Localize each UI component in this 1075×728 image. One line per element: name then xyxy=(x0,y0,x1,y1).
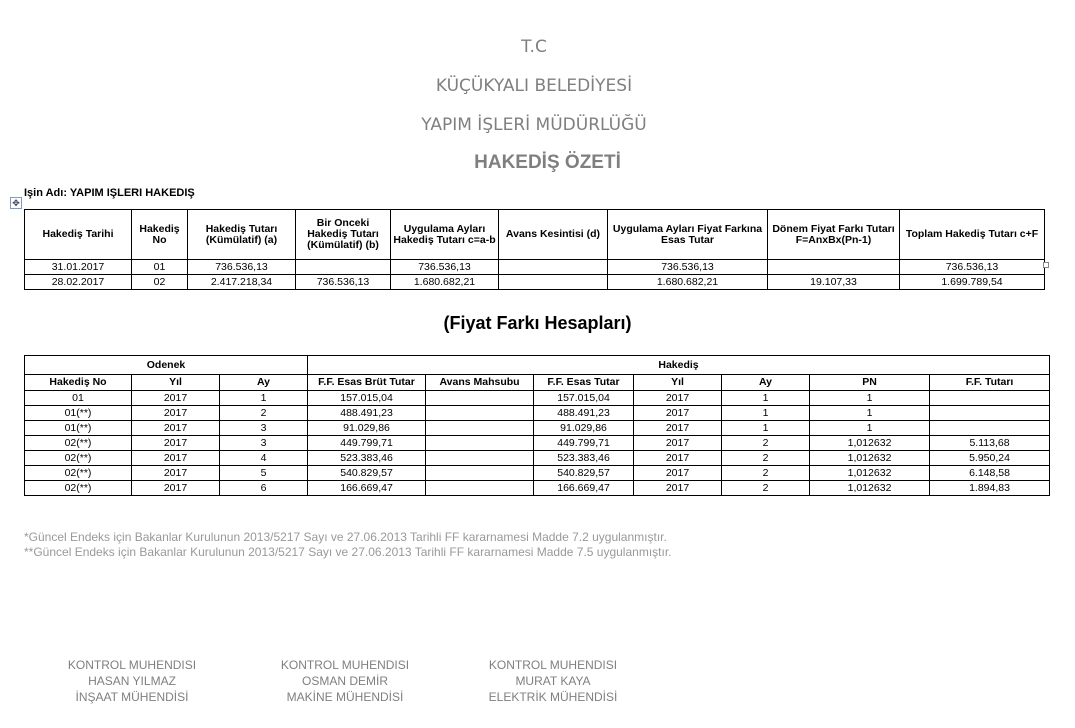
pricediff-col-header: F.F. Esas Tutar xyxy=(534,375,634,391)
table-row xyxy=(25,421,1050,436)
table-row xyxy=(25,260,1045,275)
pricediff-col-header: PN xyxy=(810,375,930,391)
table-cell: 2 xyxy=(220,406,308,421)
group-header-row xyxy=(25,356,1050,375)
table-cell: 1 xyxy=(220,391,308,406)
group-header-hakedis: Hakediş xyxy=(308,356,1050,375)
table-cell: 157.015,04 xyxy=(308,391,426,406)
job-name-value: YAPIM IŞLERI HAKEDIŞ xyxy=(69,187,195,199)
table-cell: 1.680.682,21 xyxy=(608,275,768,290)
signature-role: KONTROL MUHENDISI xyxy=(280,658,410,672)
table-cell: 1,012632 xyxy=(810,436,930,451)
table-cell xyxy=(499,260,608,275)
table-cell: 02(**) xyxy=(25,451,132,466)
table-cell: 02(**) xyxy=(25,466,132,481)
pricediff-header-row xyxy=(25,375,1050,391)
summary-col-header: Hakediş Tarihi xyxy=(25,210,132,260)
table-cell: 91.029,86 xyxy=(534,421,634,436)
table-cell: 4 xyxy=(220,451,308,466)
table-cell: 2017 xyxy=(634,436,722,451)
pricediff-col-header: Yıl xyxy=(132,375,220,391)
table-cell: 2017 xyxy=(634,421,722,436)
table-cell: 2017 xyxy=(132,436,220,451)
signature-title: ELEKTRİK MÜHENDİSİ xyxy=(488,690,618,704)
table-cell: 02(**) xyxy=(25,481,132,496)
table-cell: 2 xyxy=(722,451,810,466)
table-cell: 6 xyxy=(220,481,308,496)
table-cell: 1 xyxy=(722,391,810,406)
table-cell: 2017 xyxy=(132,466,220,481)
table-row xyxy=(25,275,1045,290)
signature-role: KONTROL MUHENDISI xyxy=(67,658,197,672)
table-cell: 1.699.789,54 xyxy=(900,275,1045,290)
table-cell: 2017 xyxy=(634,466,722,481)
table-cell xyxy=(426,466,534,481)
signature-block xyxy=(47,657,217,705)
table-cell: 2017 xyxy=(634,481,722,496)
table-cell: 91.029,86 xyxy=(308,421,426,436)
table-cell: 488.491,23 xyxy=(534,406,634,421)
table-cell xyxy=(930,421,1050,436)
table-cell: 736.536,13 xyxy=(391,260,499,275)
table-cell: 01(**) xyxy=(25,421,132,436)
table-cell: 5.950,24 xyxy=(930,451,1050,466)
table-cell: 449.799,71 xyxy=(308,436,426,451)
table-cell: 02(**) xyxy=(25,436,132,451)
price-difference-table xyxy=(24,355,1050,496)
table-row xyxy=(25,436,1050,451)
table-cell xyxy=(930,406,1050,421)
signature-title: MAKİNE MÜHENDİSİ xyxy=(286,690,404,704)
table-cell: 523.383,46 xyxy=(308,451,426,466)
table-cell: 2017 xyxy=(634,451,722,466)
pricediff-col-header: Hakediş No xyxy=(25,375,132,391)
table-cell: 19.107,33 xyxy=(768,275,900,290)
summary-col-header: Hakediş No xyxy=(132,210,188,260)
table-cell: 3 xyxy=(220,436,308,451)
summary-col-header: Hakediş Tutarı (Kümülatif) (a) xyxy=(188,210,296,260)
table-row xyxy=(25,451,1050,466)
table-cell: 2 xyxy=(722,466,810,481)
signature-title: İNŞAAT MÜHENDİSİ xyxy=(75,690,189,704)
table-row xyxy=(25,391,1050,406)
table-cell xyxy=(296,260,391,275)
table-cell: 540.829,57 xyxy=(308,466,426,481)
table-cell xyxy=(426,436,534,451)
table-cell: 1 xyxy=(722,406,810,421)
pricediff-col-header: Avans Mahsubu xyxy=(426,375,534,391)
table-cell: 5.113,68 xyxy=(930,436,1050,451)
table-cell: 2017 xyxy=(634,406,722,421)
table-cell: 5 xyxy=(220,466,308,481)
group-header-odenek: Odenek xyxy=(25,356,308,375)
table-cell xyxy=(426,481,534,496)
signature-name: OSMAN DEMİR xyxy=(301,674,388,688)
table-cell: 540.829,57 xyxy=(534,466,634,481)
table-cell: 488.491,23 xyxy=(308,406,426,421)
summary-col-header: Avans Kesintisi (d) xyxy=(499,210,608,260)
signature-role: KONTROL MUHENDISI xyxy=(488,658,618,672)
header-municipality: KÜÇÜKYALI BELEDİYESİ xyxy=(435,76,633,96)
header-directorate: YAPIM İŞLERİ MÜDÜRLÜĞÜ xyxy=(421,115,647,135)
table-cell: 2017 xyxy=(132,451,220,466)
signature-block xyxy=(260,657,430,705)
signature-block xyxy=(468,657,638,705)
table-cell: 1.894,83 xyxy=(930,481,1050,496)
table-cell: 736.536,13 xyxy=(608,260,768,275)
table-cell: 1 xyxy=(810,406,930,421)
table-cell: 2017 xyxy=(132,481,220,496)
section-title: (Fiyat Farkı Hesapları) xyxy=(443,313,632,333)
table-cell: 2 xyxy=(722,436,810,451)
table-cell: 166.669,47 xyxy=(534,481,634,496)
pricediff-col-header: Ay xyxy=(722,375,810,391)
table-cell: 736.536,13 xyxy=(296,275,391,290)
table-cell xyxy=(426,451,534,466)
summary-col-header: Toplam Hakediş Tutarı c+F xyxy=(900,210,1045,260)
table-cell: 523.383,46 xyxy=(534,451,634,466)
table-cell: 2017 xyxy=(132,406,220,421)
table-row xyxy=(25,466,1050,481)
table-cell: 2017 xyxy=(634,391,722,406)
pricediff-col-header: Yıl xyxy=(634,375,722,391)
table-cell: 01(**) xyxy=(25,406,132,421)
table-cell xyxy=(426,421,534,436)
summary-header-row xyxy=(25,210,1045,260)
table-cell xyxy=(768,260,900,275)
table-cell xyxy=(930,391,1050,406)
table-row xyxy=(25,406,1050,421)
summary-col-header: Bir Onceki Hakediş Tutarı (Kümülatif) (b) xyxy=(296,210,391,260)
signature-name: MURAT KAYA xyxy=(515,674,591,688)
table-resize-handle[interactable] xyxy=(1043,262,1049,268)
table-cell: 1 xyxy=(810,421,930,436)
pricediff-col-header: Ay xyxy=(220,375,308,391)
header-tc: T.C xyxy=(521,37,547,57)
table-cell xyxy=(426,391,534,406)
page-title: HAKEDİŞ ÖZETİ xyxy=(474,152,621,173)
table-cell: 28.02.2017 xyxy=(25,275,132,290)
summary-col-header: Uygulama Ayları Hakediş Tutarı c=a-b xyxy=(391,210,499,260)
table-cell: 1.680.682,21 xyxy=(391,275,499,290)
table-cell: 01 xyxy=(132,260,188,275)
table-cell: 1 xyxy=(810,391,930,406)
job-name xyxy=(24,187,195,199)
job-name-label: Işin Adı: xyxy=(24,187,67,199)
table-cell: 2017 xyxy=(132,421,220,436)
signature-name: HASAN YILMAZ xyxy=(88,674,176,688)
summary-col-header: Uygulama Ayları Fiyat Farkına Esas Tutar xyxy=(608,210,768,260)
table-cell: 1,012632 xyxy=(810,481,930,496)
table-cell: 736.536,13 xyxy=(188,260,296,275)
table-cell xyxy=(426,406,534,421)
footnote-7-2: *Güncel Endeks için Bakanlar Kurulunun 2013/5217 Sayı ve 27.06.2013 Tarihli FF kararnamesi Madde 7.2 uygulanmıştır. xyxy=(24,530,667,544)
table-cell: 3 xyxy=(220,421,308,436)
table-cell: 2.417.218,34 xyxy=(188,275,296,290)
pricediff-col-header: F.F. Tutarı xyxy=(930,375,1050,391)
table-cell: 166.669,47 xyxy=(308,481,426,496)
table-cell: 449.799,71 xyxy=(534,436,634,451)
table-move-handle-icon[interactable]: ✥ xyxy=(10,197,22,209)
table-cell: 02 xyxy=(132,275,188,290)
pricediff-col-header: F.F. Esas Brüt Tutar xyxy=(308,375,426,391)
table-cell: 2 xyxy=(722,481,810,496)
table-cell: 157.015,04 xyxy=(534,391,634,406)
table-cell: 6.148,58 xyxy=(930,466,1050,481)
table-cell: 1 xyxy=(722,421,810,436)
summary-col-header: Dönem Fiyat Farkı Tutarı F=AnxBx(Pn-1) xyxy=(768,210,900,260)
table-cell: 01 xyxy=(25,391,132,406)
footnote-7-5: **Güncel Endeks için Bakanlar Kurulunun 2013/5217 Sayı ve 27.06.2013 Tarihli FF kararnamesi Madde 7.5 uygulanmıştır. xyxy=(24,545,672,559)
table-row xyxy=(25,481,1050,496)
table-cell: 1,012632 xyxy=(810,451,930,466)
table-cell: 31.01.2017 xyxy=(25,260,132,275)
summary-table xyxy=(24,209,1045,290)
table-cell: 1,012632 xyxy=(810,466,930,481)
table-cell: 736.536,13 xyxy=(900,260,1045,275)
table-cell xyxy=(499,275,608,290)
table-cell: 2017 xyxy=(132,391,220,406)
